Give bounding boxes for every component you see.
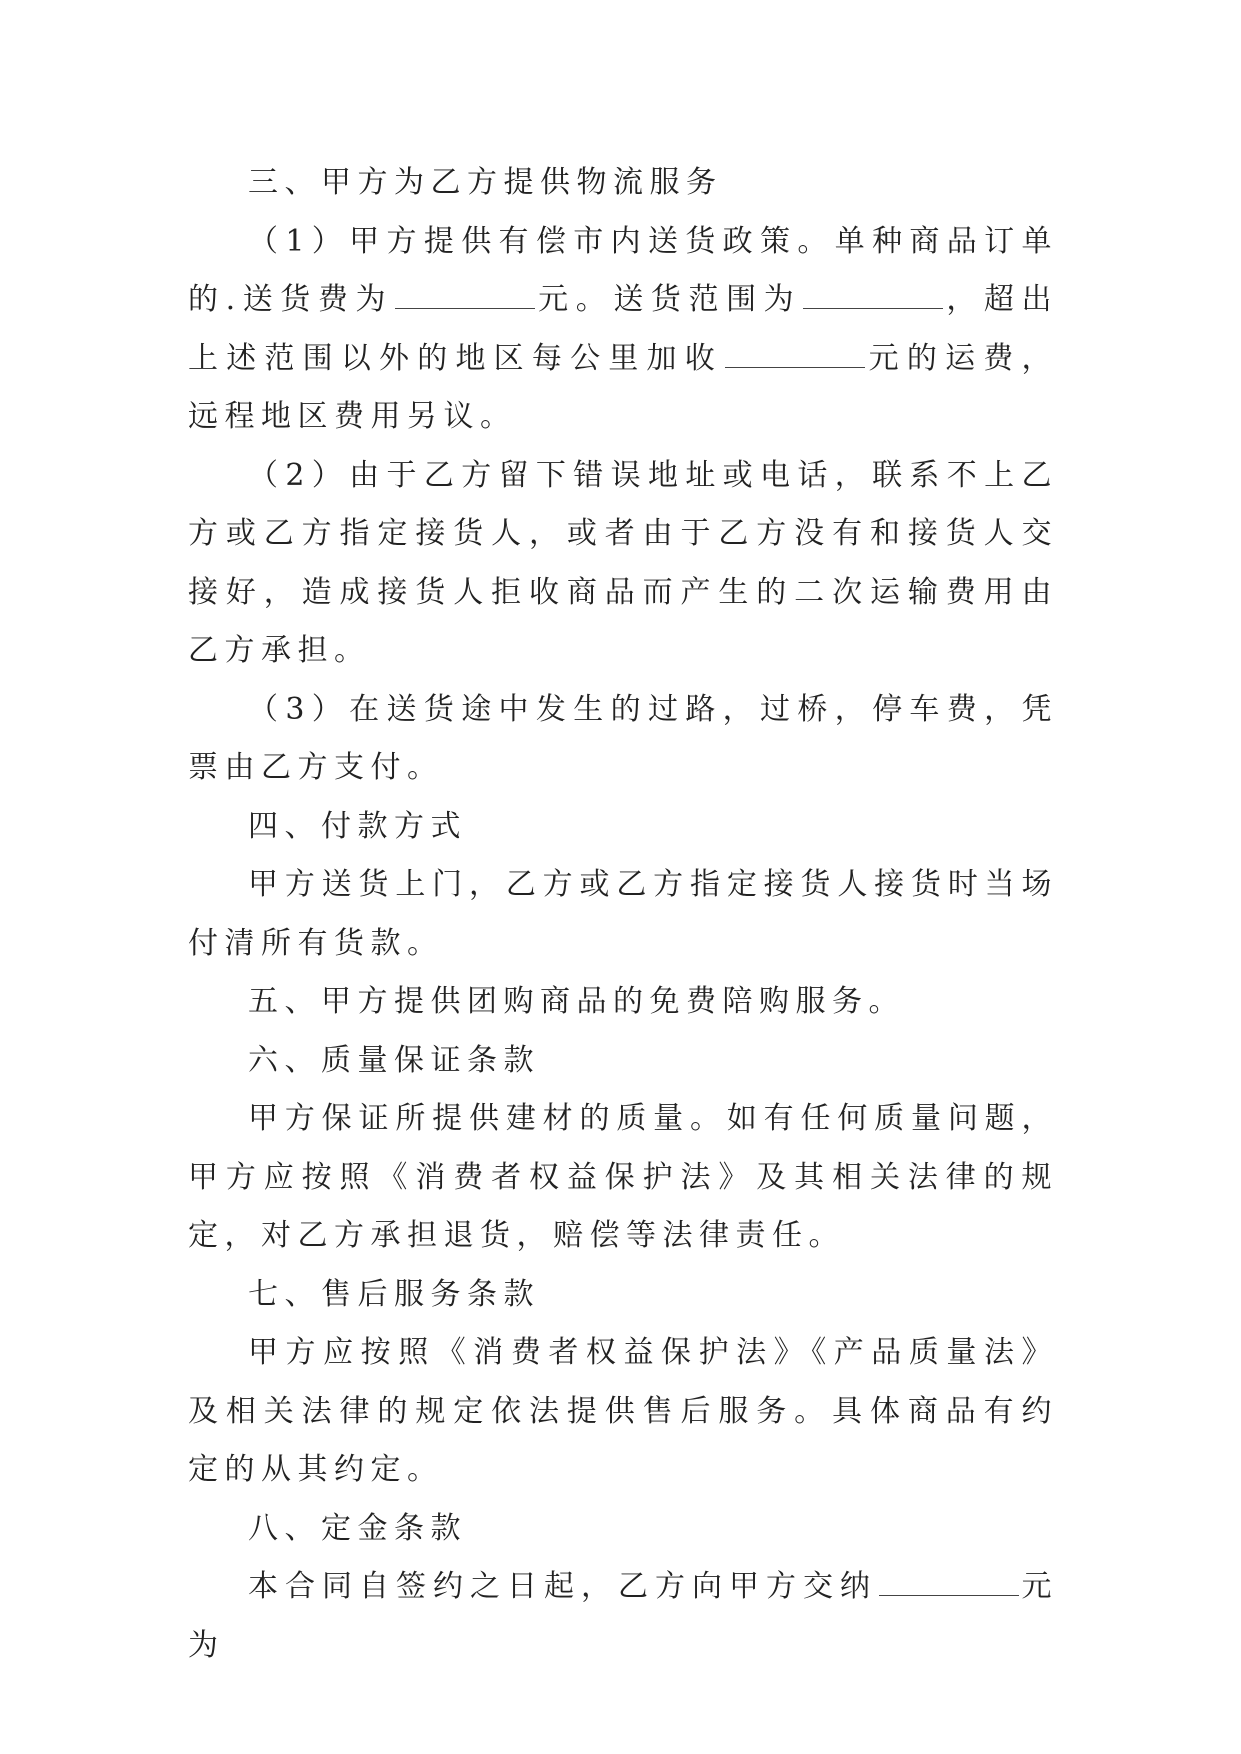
clause-quality: 甲方保证所提供建材的质量。如有任何质量问题，甲方应按照《消费者权益保护法》及其相关法律的规定，对乙方承担退货，赔偿等法律责任。	[188, 1101, 1058, 1253]
clause-text: 元为	[188, 1569, 1058, 1663]
section-heading-payment: 四、付款方式	[248, 808, 467, 844]
section-heading-quality: 六、质量保证条款	[248, 1042, 540, 1078]
clause-payment: 甲方送货上门，乙方或乙方指定接货人接货时当场付清所有货款。	[188, 867, 1058, 961]
clause-text: 元的运费，远程地区费用另议。	[188, 340, 1059, 434]
clause-text: ，超出上述范围以外的地区每公里加收	[188, 282, 1059, 376]
fill-blank[interactable]	[879, 1561, 1019, 1596]
clause-wrong-address: （2）由于乙方留下错误地址或电话，联系不上乙方或乙方指定接货人，或者由于乙方没有和接货人交接好，造成接货人拒收商品而产生的二次运输费用由乙方承担。	[188, 457, 1058, 668]
clause-text: 元。送货范围为	[537, 282, 802, 317]
section-heading-after-sales: 七、售后服务条款	[248, 1276, 540, 1312]
section-heading-logistics: 三、甲方为乙方提供物流服务	[248, 165, 723, 200]
clause-after-sales: 甲方应按照《消费者权益保护法》《产品质量法》及相关法律的规定依法提供售后服务。具体商品有约定的从其约定。	[188, 1335, 1058, 1487]
section-heading-accompany-service: 五、甲方提供团购商品的免费陪购服务。	[248, 984, 905, 1019]
clause-delivery-fee	[188, 213, 1058, 447]
fill-blank[interactable]	[803, 274, 943, 309]
clause-road-fees: （3）在送货途中发生的过路，过桥，停车费，凭票由乙方支付。	[188, 691, 1058, 785]
fill-blank[interactable]	[725, 333, 865, 368]
section-heading-deposit: 八、定金条款	[248, 1510, 467, 1546]
fill-blank[interactable]	[395, 274, 535, 309]
document-body	[188, 154, 1058, 1675]
clause-text: 本合同自签约之日起，乙方向甲方交纳	[248, 1569, 877, 1604]
clause-deposit	[188, 1558, 1058, 1675]
clause-text: （1）甲方提供有偿市内送货政策。单种商品订单的.送货费为	[188, 223, 1058, 317]
